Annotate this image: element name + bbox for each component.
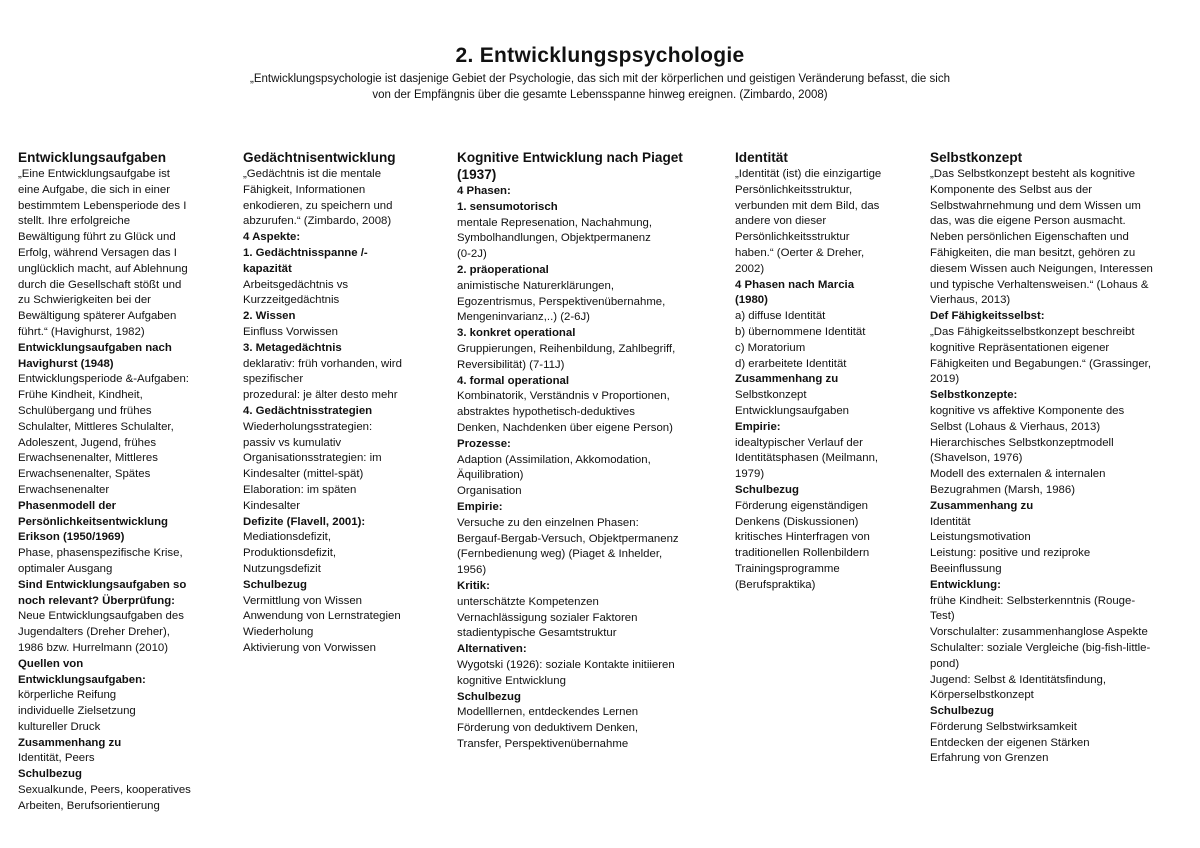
section-heading: 2. präoperational bbox=[457, 263, 549, 276]
body-line: Kombinatorik, Verständnis v Proportionen, bbox=[457, 390, 670, 403]
body-line: Nutzungsdefizit bbox=[243, 562, 321, 575]
body-line: Modelllernen, entdeckendes Lernen bbox=[457, 706, 639, 719]
body-line: Persönlichkeitsstruktur bbox=[735, 231, 850, 244]
body-line: Komponente des Selbst aus der bbox=[930, 183, 1093, 196]
body-line: Denkens (Diskussionen) bbox=[735, 515, 859, 528]
section-heading: Selbstkonzepte: bbox=[930, 389, 1018, 402]
section-heading: Quellen von bbox=[18, 657, 84, 670]
body-line: d) erarbeitete Identität bbox=[735, 357, 847, 370]
body-line: prozedural: je älter desto mehr bbox=[243, 389, 398, 402]
column-identitaet bbox=[735, 149, 910, 594]
body-line: unterschätzte Kompetenzen bbox=[457, 595, 599, 608]
column-heading: Gedächtnisentwicklung bbox=[243, 150, 396, 165]
body-line: Identität, Peers bbox=[18, 752, 95, 765]
section-heading: 1. sensumotorisch bbox=[457, 200, 558, 213]
body-line: Mengeninvarianz,..) (2-6J) bbox=[457, 311, 590, 324]
body-line: Wygotski (1926): soziale Kontakte initiieren bbox=[457, 658, 675, 671]
body-line: haben.“ (Oerter & Dreher, bbox=[735, 246, 865, 259]
body-line: führt.“ (Havighurst, 1982) bbox=[18, 325, 145, 338]
body-line: Kindesalter bbox=[243, 499, 300, 512]
body-line: individuelle Zielsetzung bbox=[18, 705, 136, 718]
body-line: eine Aufgabe, die sich in einer bbox=[18, 183, 170, 196]
body-line: pond) bbox=[930, 657, 960, 670]
body-line: bestimmtem Lebensperiode des I bbox=[18, 199, 187, 212]
body-line: Neue Entwicklungsaufgaben des bbox=[18, 610, 184, 623]
body-line: Hierarchisches Selbstkonzeptmodell bbox=[930, 436, 1114, 449]
body-line: das, was die eigene Person ausmacht. bbox=[930, 215, 1126, 228]
section-heading: 4 Phasen: bbox=[457, 185, 511, 197]
body-line: Egozentrismus, Perspektivenübernahme, bbox=[457, 295, 666, 308]
body-line: kognitive Entwicklung bbox=[457, 674, 566, 687]
body-line: Schulalter: soziale Vergleiche (big-fish-little- bbox=[930, 641, 1151, 654]
body-line: Wiederholungsstrategien: bbox=[243, 420, 373, 433]
intro-quote-line: von der Empfängnis über die gesamte Lebensspanne hinweg ereignen. (Zimbardo, 2008) bbox=[372, 89, 828, 101]
body-line: 2019) bbox=[930, 373, 960, 386]
body-line: Trainingsprogramme bbox=[735, 562, 840, 575]
body-line: „Eine Entwicklungsaufgabe ist bbox=[18, 168, 170, 180]
body-line: Transfer, Perspektivenübernahme bbox=[457, 737, 629, 750]
column-kognitive-entwicklung bbox=[457, 149, 710, 753]
section-heading: 1. Gedächtnisspanne /- bbox=[243, 246, 368, 259]
body-line: Jugendalters (Dreher Dreher), bbox=[18, 626, 170, 639]
body-line: andere von dieser bbox=[735, 215, 827, 228]
column-entwicklungsaufgaben bbox=[18, 149, 218, 815]
body-line: (Berufspraktika) bbox=[735, 578, 816, 591]
body-line: „Gedächtnis ist die mentale bbox=[243, 168, 382, 180]
column-heading: Identität bbox=[735, 150, 788, 165]
section-heading: 4. formal operational bbox=[457, 374, 570, 387]
body-line: stadientypische Gesamtstruktur bbox=[457, 627, 617, 640]
column-heading: Kognitive Entwicklung nach Piaget (1937) bbox=[457, 150, 683, 182]
body-line: (Shavelson, 1976) bbox=[930, 452, 1023, 465]
body-line: Erfahrung von Grenzen bbox=[930, 752, 1049, 765]
body-line: Erwachsenenalter bbox=[18, 483, 110, 496]
body-line: durch die Gesellschaft stößt und bbox=[18, 278, 182, 291]
body-line: „Das Fähigkeitsselbstkonzept beschreibt bbox=[930, 325, 1135, 338]
body-line: Mediationsdefizit, bbox=[243, 531, 332, 544]
body-line: Körperselbstkonzept bbox=[930, 689, 1034, 702]
body-line: zu Schwierigkeiten bei der bbox=[18, 294, 151, 307]
body-line: Leistungsmotivation bbox=[930, 531, 1031, 544]
body-line: Persönlichkeitsstruktur, bbox=[735, 183, 853, 196]
body-line: Denken, Nachdenken über eigene Person) bbox=[457, 421, 673, 434]
body-line: Förderung eigenständigen bbox=[735, 499, 868, 512]
body-line: Symbolhandlungen, Objektpermanenz bbox=[457, 232, 651, 245]
section-heading: Schulbezug bbox=[930, 705, 994, 718]
section-heading: Kritik: bbox=[457, 579, 490, 592]
section-heading: Havighurst (1948) bbox=[18, 357, 114, 370]
body-line: Kurzzeitgedächtnis bbox=[243, 294, 340, 307]
body-line: Neben persönlichen Eigenschaften und bbox=[930, 231, 1129, 244]
body-line: Leistung: positive und reziproke bbox=[930, 547, 1091, 560]
body-line: „Das Selbstkonzept besteht als kognitive bbox=[930, 168, 1136, 180]
body-line: b) übernommene Identität bbox=[735, 325, 866, 338]
body-line: Äquilibration) bbox=[457, 469, 524, 482]
body-line: abzurufen.“ (Zimbardo, 2008) bbox=[243, 215, 392, 228]
body-line: Organisationsstrategien: im bbox=[243, 452, 382, 465]
body-line: diesem Wissen auch Neigungen, Interessen bbox=[930, 262, 1153, 275]
body-line: stellt. Ihre erfolgreiche bbox=[18, 215, 131, 228]
body-line: Frühe Kindheit, Kindheit, bbox=[18, 389, 143, 402]
body-line: Adaption (Assimilation, Akkomodation, bbox=[457, 453, 651, 466]
section-heading: Prozesse: bbox=[457, 437, 511, 450]
section-heading: 3. Metagedächtnis bbox=[243, 341, 342, 354]
body-line: 2002) bbox=[735, 262, 765, 275]
section-heading: 3. konkret operational bbox=[457, 327, 576, 340]
section-heading: Sind Entwicklungsaufgaben so bbox=[18, 578, 187, 591]
section-heading: Schulbezug bbox=[243, 578, 307, 591]
column-gedaechtnisentwicklung bbox=[243, 149, 435, 657]
section-heading: 4 Aspekte: bbox=[243, 231, 301, 244]
body-line: Sexualkunde, Peers, kooperatives bbox=[18, 784, 191, 797]
body-line: Gruppierungen, Reihenbildung, Zahlbegriff, bbox=[457, 342, 676, 355]
body-line: abstraktes hypothetisch-deduktives bbox=[457, 406, 635, 419]
body-line: Arbeiten, Berufsorientierung bbox=[18, 799, 160, 812]
body-line: enkodieren, zu speichern und bbox=[243, 199, 393, 212]
body-line: Wiederholung bbox=[243, 626, 314, 639]
section-heading: Schulbezug bbox=[735, 483, 799, 496]
section-heading: Zusammenhang zu bbox=[930, 499, 1034, 512]
body-line: kognitive vs affektive Komponente des bbox=[930, 404, 1125, 417]
body-line: Einfluss Vorwissen bbox=[243, 325, 338, 338]
body-line: Kindesalter (mittel-spät) bbox=[243, 468, 364, 481]
body-line: kultureller Druck bbox=[18, 720, 101, 733]
column-heading: Entwicklungsaufgaben bbox=[18, 150, 167, 165]
body-line: und typische Verhaltensweisen.“ (Lohaus & bbox=[930, 278, 1149, 291]
section-heading: Zusammenhang zu bbox=[18, 736, 122, 749]
body-line: Selbstwahrnehmung und dem Wissen um bbox=[930, 199, 1141, 212]
body-line: Bezugrahmen (Marsh, 1986) bbox=[930, 483, 1075, 496]
section-heading: 4. Gedächtnisstrategien bbox=[243, 404, 373, 417]
body-line: Selbst (Lohaus & Vierhaus, 2013) bbox=[930, 420, 1101, 433]
section-heading: Defizite (Flavell, 2001): bbox=[243, 515, 366, 528]
body-line: Vernachlässigung sozialer Faktoren bbox=[457, 611, 638, 624]
body-line: Aktivierung von Vorwissen bbox=[243, 641, 376, 654]
body-line: Beeinflussung bbox=[930, 562, 1002, 575]
body-line: Phase, phasenspezifische Krise, bbox=[18, 547, 183, 560]
column-selbstkonzept bbox=[930, 149, 1158, 767]
body-line: deklarativ: früh vorhanden, wird bbox=[243, 357, 402, 370]
body-line: Bewältigung führt zu Glück und bbox=[18, 231, 176, 244]
body-line: Arbeitsgedächtnis vs bbox=[243, 278, 349, 291]
body-line: Fähigkeiten und Begabungen.“ (Grassinger, bbox=[930, 357, 1151, 370]
body-line: Entdecken der eigenen Stärken bbox=[930, 736, 1090, 749]
body-line: Förderung von deduktivem Denken, bbox=[457, 722, 639, 735]
body-line: Selbstkonzept bbox=[735, 389, 807, 402]
body-line: 1986 bzw. Hurrelmann (2010) bbox=[18, 641, 169, 654]
body-line: kognitive Repräsentationen eigener bbox=[930, 341, 1110, 354]
body-line: Reversibilität) (7-11J) bbox=[457, 358, 565, 371]
body-line: frühe Kindheit: Selbsterkenntnis (Rouge- bbox=[930, 594, 1136, 607]
body-line: Schulalter, Mittleres Schulalter, bbox=[18, 420, 174, 433]
body-line: Adoleszent, Jugend, frühes bbox=[18, 436, 157, 449]
body-line: Versuche zu den einzelnen Phasen: bbox=[457, 516, 639, 529]
section-heading: noch relevant? Überprüfung: bbox=[18, 594, 175, 607]
body-line: Bergauf-Bergab-Versuch, Objektpermanenz bbox=[457, 532, 679, 545]
section-heading: Persönlichkeitsentwicklung bbox=[18, 515, 169, 528]
body-line: Entwicklungsaufgaben bbox=[735, 404, 849, 417]
body-line: (Fernbedienung weg) (Piaget & Inhelder, bbox=[457, 548, 663, 561]
section-heading: Empirie: bbox=[457, 500, 503, 513]
body-line: Anwendung von Lernstrategien bbox=[243, 610, 401, 623]
column-heading: Selbstkonzept bbox=[930, 150, 1023, 165]
body-line: Test) bbox=[930, 610, 955, 623]
section-heading: Erikson (1950/1969) bbox=[18, 531, 125, 544]
section-heading: Empirie: bbox=[735, 420, 781, 433]
body-line: spezifischer bbox=[243, 373, 304, 386]
body-line: verbunden mit dem Bild, das bbox=[735, 199, 880, 212]
section-heading: Entwicklungsaufgaben nach bbox=[18, 341, 172, 354]
body-line: Organisation bbox=[457, 485, 522, 498]
page-title: 2. Entwicklungspsychologie bbox=[455, 44, 745, 67]
body-line: Identitätsphasen (Meilmann, bbox=[735, 452, 879, 465]
section-heading: Entwicklungsaufgaben: bbox=[18, 673, 146, 686]
body-line: Vermittlung von Wissen bbox=[243, 594, 363, 607]
body-line: animistische Naturerklärungen, bbox=[457, 279, 615, 292]
body-line: optimaler Ausgang bbox=[18, 562, 113, 575]
intro-quote-line: „Entwicklungspsychologie ist dasjenige Gebiet der Psychologie, das sich mit der körperlichen und geistigen Veränderung befasst, die sich bbox=[250, 73, 950, 85]
body-line: unglücklich macht, auf Ablehnung bbox=[18, 262, 188, 275]
body-line: 1979) bbox=[735, 468, 765, 481]
body-line: Förderung Selbstwirksamkeit bbox=[930, 720, 1077, 733]
body-line: passiv vs kumulativ bbox=[243, 436, 342, 449]
section-heading: Alternativen: bbox=[457, 643, 527, 656]
body-line: traditionellen Rollenbildern bbox=[735, 547, 870, 560]
body-line: Entwicklungsperiode &-Aufgaben: bbox=[18, 373, 189, 386]
body-line: Jugend: Selbst & Identitätsfindung, bbox=[930, 673, 1107, 686]
body-line: 1956) bbox=[457, 564, 487, 577]
intro-quote bbox=[180, 71, 1020, 103]
body-line: Erwachsenenalter, Mittleres bbox=[18, 452, 158, 465]
section-heading: Schulbezug bbox=[457, 690, 521, 703]
body-line: körperliche Reifung bbox=[18, 689, 117, 702]
body-line: Schulübergang und frühes bbox=[18, 404, 152, 417]
section-heading: 2. Wissen bbox=[243, 310, 296, 323]
body-line: kritisches Hinterfragen von bbox=[735, 531, 870, 544]
section-heading: Phasenmodell der bbox=[18, 499, 117, 512]
body-line: Fähigkeiten, die man besitzt, gehören zu bbox=[930, 246, 1136, 259]
section-heading: Schulbezug bbox=[18, 768, 82, 781]
body-line: Erwachsenenalter, Spätes bbox=[18, 468, 151, 481]
body-line: c) Moratorium bbox=[735, 341, 806, 354]
section-heading: (1980) bbox=[735, 294, 768, 307]
body-line: Vierhaus, 2013) bbox=[930, 294, 1011, 307]
body-line: Erfolg, während Versagen das I bbox=[18, 246, 177, 259]
section-heading: Zusammenhang zu bbox=[735, 373, 839, 386]
body-line: a) diffuse Identität bbox=[735, 310, 826, 323]
body-line: mentale Represenation, Nachahmung, bbox=[457, 216, 653, 229]
body-line: Vorschulalter: zusammenhanglose Aspekte bbox=[930, 626, 1148, 639]
body-line: Fähigkeit, Informationen bbox=[243, 183, 366, 196]
body-line: Bewältigung späterer Aufgaben bbox=[18, 310, 177, 323]
body-line: Identität bbox=[930, 515, 971, 528]
body-line: „Identität (ist) die einzigartige bbox=[735, 168, 882, 180]
body-line: (0-2J) bbox=[457, 248, 487, 261]
body-line: Produktionsdefizit, bbox=[243, 547, 337, 560]
section-heading: 4 Phasen nach Marcia bbox=[735, 278, 855, 291]
section-heading: Entwicklung: bbox=[930, 578, 1001, 591]
section-heading: Def Fähigkeitsselbst: bbox=[930, 310, 1045, 323]
section-heading: kapazität bbox=[243, 262, 292, 275]
body-line: idealtypischer Verlauf der bbox=[735, 436, 863, 449]
body-line: Elaboration: im späten bbox=[243, 483, 357, 496]
body-line: Modell des externalen & internalen bbox=[930, 468, 1106, 481]
